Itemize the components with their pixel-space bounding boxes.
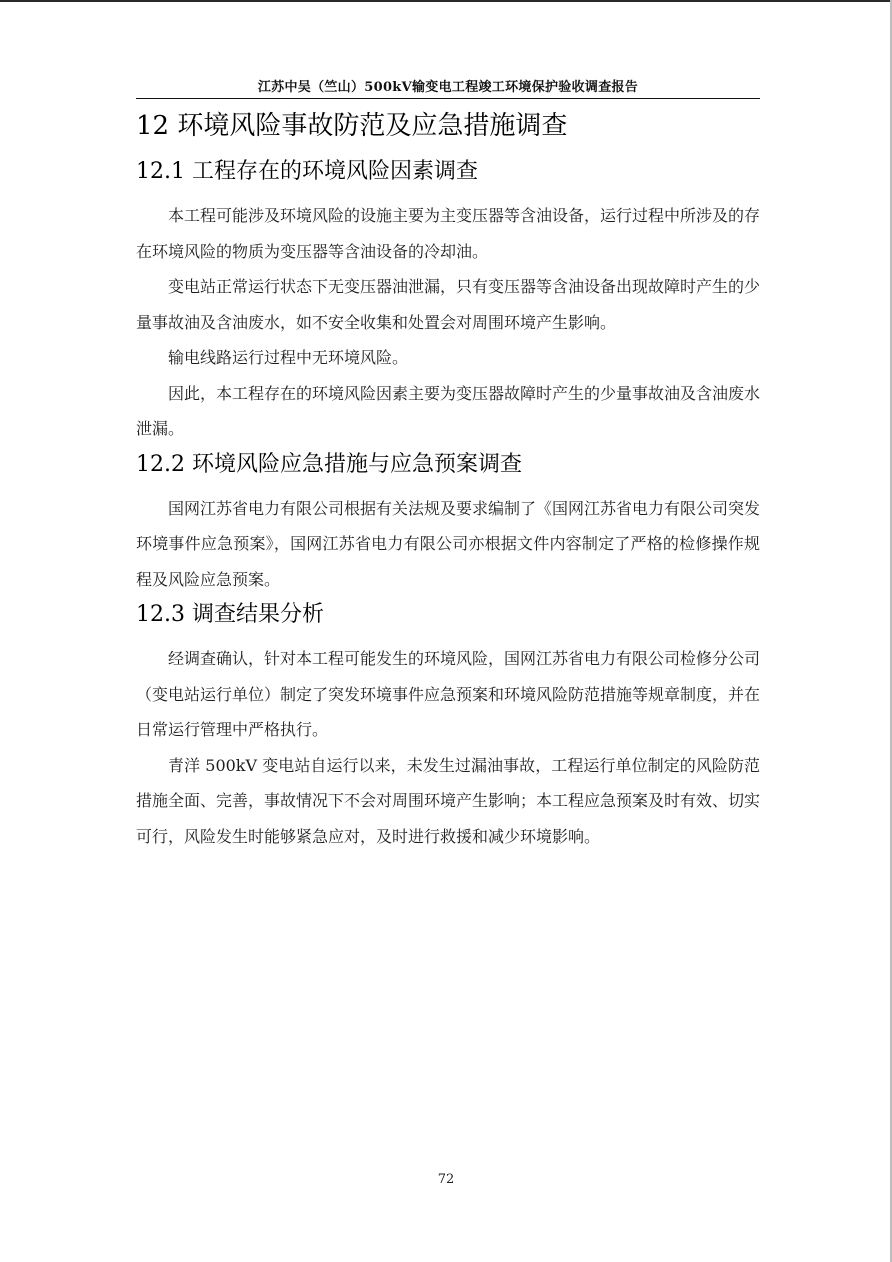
- page-top-edge: [0, 0, 892, 2]
- chapter-title: 12 环境风险事故防范及应急措施调查: [136, 111, 568, 141]
- page-content: [136, 104, 760, 854]
- paragraph: 经调查确认，针对本工程可能发生的环境风险，国网江苏省电力有限公司检修分公司（变电站运行单位）制定了突发环境事件应急预案和环境风险防范措施等规章制度，并在日常运行管理中严格执行。: [136, 649, 761, 739]
- running-header: 江苏中吴（竺山）500kV输变电工程竣工环境保护验收调查报告: [257, 80, 639, 95]
- header-rule: [136, 98, 760, 99]
- paragraph: 本工程可能涉及环境风险的设施主要为主变压器等含油设备，运行过程中所涉及的存在环境风险的物质为变压器等含油设备的冷却油。: [136, 206, 761, 261]
- paragraph: 输电线路运行过程中无环境风险。: [168, 348, 409, 367]
- section-title-12-3: 12.3 调查结果分析: [136, 602, 324, 627]
- section-title-12-2: 12.2 环境风险应急措施与应急预案调查: [136, 451, 522, 477]
- page-number: 72: [437, 1172, 455, 1187]
- paragraph: 因此，本工程存在的环境风险因素主要为变压器故障时产生的少量事故油及含油废水泄漏。: [136, 383, 761, 438]
- section-title-12-1: 12.1 工程存在的环境风险因素调查: [136, 159, 478, 184]
- paragraph: 变电站正常运行状态下无变压器油泄漏，只有变压器等含油设备出现故障时产生的少量事故油及含油废水，如不安全收集和处置会对周围环境产生影响。: [136, 277, 761, 332]
- paragraph: 国网江苏省电力有限公司根据有关法规及要求编制了《国网江苏省电力有限公司突发环境事件应急预案》，国网江苏省电力有限公司亦根据文件内容制定了严格的检修操作规程及风险应急预案。: [136, 498, 761, 589]
- paragraph: 青洋 500kV 变电站自运行以来，未发生过漏油事故，工程运行单位制定的风险防范措施全面、完善，事故情况下不会对周围环境产生影响；本工程应急预案及时有效、切实可行，风险发生时能够紧急应对，及时进行救援和减少环境影响。: [136, 755, 761, 846]
